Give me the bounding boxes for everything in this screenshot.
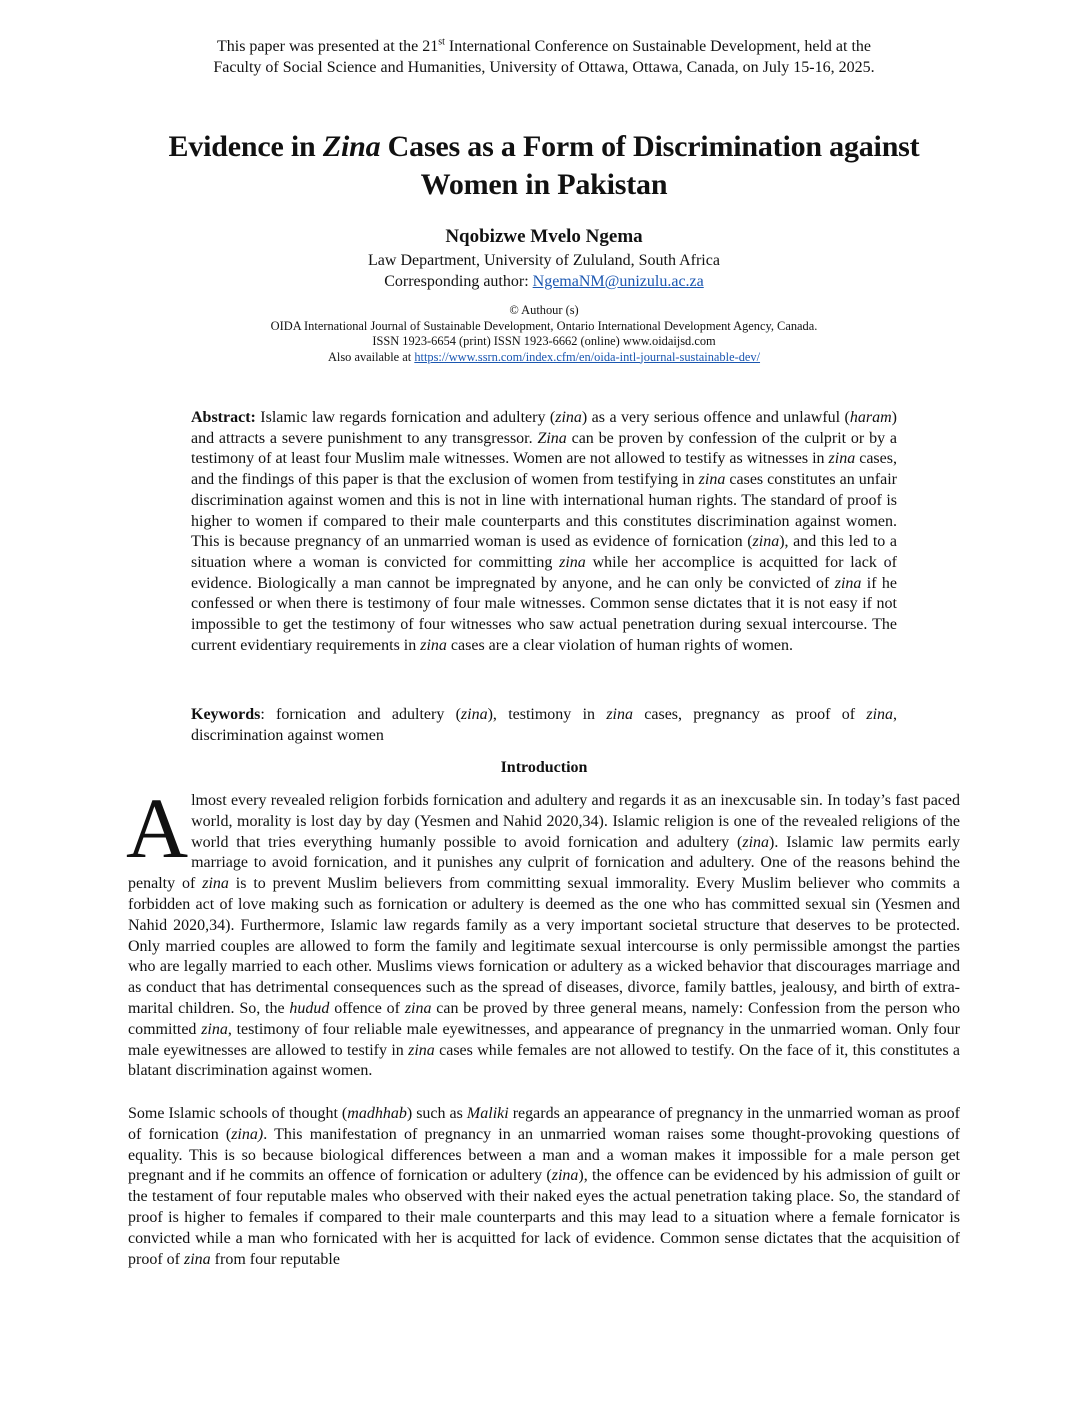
paragraph-italic: madhhab <box>347 1105 407 1122</box>
ordinal-suffix: st <box>438 36 445 48</box>
paragraph-text: cases while females are not allowed to testify. On the face of it, this constitutes a blatant discrimination against women. <box>128 1041 961 1080</box>
keywords-italic: zina <box>606 706 633 723</box>
abstract-text: while her accomplice is acquitted for lack of evidence. Biologically a man cannot be impregnated by anyone, and he can only be convicted of <box>191 553 897 592</box>
keywords <box>191 705 897 746</box>
abstract-italic: zina <box>555 409 582 426</box>
paragraph-text: regards an appearance of pregnancy in the unmarried woman as proof of fornication ( <box>128 1105 960 1143</box>
author-affiliation: Law Department, University of Zululand, South Africa <box>368 252 720 269</box>
paragraph-italic: zina <box>551 1167 579 1185</box>
copyright-line: © Authour (s) <box>509 303 579 317</box>
abstract-italic: haram <box>849 409 892 426</box>
drop-cap: A <box>126 780 189 876</box>
paragraph-italic: hudud <box>289 999 330 1017</box>
journal-name: OIDA International Journal of Sustainable Development, Ontario International Development Agency, Canada. <box>270 318 818 333</box>
paragraph-text: offence of <box>329 999 405 1017</box>
section-heading-introduction: Introduction <box>500 759 588 776</box>
abstract-text: if he confessed or when there is testimony of four male witnesses. Common sense dictates that it is not easy if not impossible to get the testimony of four witnesses who saw actual penetration during sexual intercourse. The current evidentiary requirements in <box>191 574 898 654</box>
introduction-paragraph-2 <box>128 1104 960 1270</box>
title-text: Evidence in <box>168 130 323 163</box>
keywords-italic: zina <box>460 706 488 723</box>
abstract-italic: Zina <box>537 429 567 447</box>
abstract-text: ) and attracts a severe punishment to any transgressor. <box>191 409 897 447</box>
author-email-link[interactable]: NgemaNM@unizulu.ac.za <box>532 273 704 290</box>
paragraph-text: is to prevent Muslim believers from committing sexual immorality. Every Muslim believer who commits a forbidden act of love making such as fornication or adultery is deemed as the one who has committed sexual sin (Yesmen and Nahid 2020,34). Furthermore, Islamic law regards family as a very important societal structure that deserves to be protected. Only married couples are allowed to form the family and legitimate sexual intercourse is only permissible amongst the parties who are legally married to each other. Muslims views fornication or adultery as a wicked behavior that discourages marriage and as conduct that has detrimental consequences such as the spread of diseases, divorce, family battles, jealousy, and birth of extra-marital children. So, the <box>128 875 961 1017</box>
abstract-text: Islamic law regards fornication and adultery ( <box>255 409 556 426</box>
abstract-text: cases, and the findings of this paper is that the exclusion of women from testifying in <box>191 450 897 489</box>
paragraph-text: . This manifestation of pregnancy in an unmarried woman raises some thought-provoking questions of equality. This is so because biological differences between a man and a woman makes it impossible for a male person get pregnant and if he commits an offence of fornication or adultery ( <box>128 1125 960 1185</box>
paper-title <box>100 128 988 204</box>
conference-note-text: This paper was presented at the 21 <box>216 38 439 55</box>
abstract-text: cases constitutes an unfair discrimination against women and this is not in line with international human rights. The standard of proof is higher to women if compared to their male counterparts and this constitutes discrimination against women. This is because pregnancy of an unmarried woman is used as evidence of fornication ( <box>191 471 898 551</box>
abstract-italic: zina <box>559 553 586 571</box>
paragraph-italic: zina <box>183 1250 211 1268</box>
corresponding-author <box>100 271 988 292</box>
abstract-italic: zina <box>698 471 726 489</box>
paragraph-text: ) such as <box>406 1105 467 1122</box>
ssrn-link[interactable]: https://www.ssrn.com/index.cfm/en/oida-intl-journal-sustainable-dev/ <box>414 349 761 364</box>
title-text: Cases as a Form of Discrimination against <box>380 130 920 163</box>
journal-info <box>100 303 988 365</box>
conference-note-text: Faculty of Social Science and Humanities, University of Ottawa, Ottawa, Canada, on July 15-16, 2025. <box>213 59 875 76</box>
abstract-text: can be proven by confession of the culprit or by a testimony of at least four Muslim male witnesses. Women are not allowed to testify as witnesses in <box>191 429 897 468</box>
conference-note <box>100 36 988 78</box>
paragraph-italic: zina) <box>231 1125 264 1143</box>
abstract <box>191 408 897 656</box>
also-available-line <box>100 350 988 366</box>
issn-line: ISSN 1923-6654 (print) ISSN 1923-6662 (online) www.oidaijsd.com <box>372 334 716 348</box>
introduction-paragraph-1 <box>126 780 961 1082</box>
paragraph-italic: zina <box>742 833 770 851</box>
abstract-text: ), and this led to a situation where a woman is convicted for committing <box>191 533 897 571</box>
conference-note-text: International Conference on Sustainable Development, held at the <box>444 38 871 55</box>
paragraph-text: from four reputable <box>210 1250 340 1268</box>
paragraph-text: Some Islamic schools of thought ( <box>128 1105 348 1122</box>
abstract-italic: zina <box>420 636 447 654</box>
abstract-italic: zina <box>834 574 862 592</box>
paragraph-text: ), the offence can be evidenced by his admission of guilt or the testament of four reputable males who observed with their naked eyes the actual penetration taking place. So, the standard of proof is higher to females if compared to their male counterparts and this may lead to a situation where a female fornicator is convicted while a man who fornicated with her is acquitted for lack of evidence. Common sense dictates that the acquisition of proof of <box>128 1167 960 1268</box>
keywords-text: : fornication and adultery ( <box>260 706 461 723</box>
title-italic: Zina <box>322 130 381 163</box>
paragraph-text: lmost every revealed religion forbids fornication and adultery and regards it as an inexcusable sin. In today’s fast paced world, morality is lost day by day (Yesmen and Nahid 2020,34). Islamic religion is one of the revealed religions of the world that tries everything humanly possible to avoid fornication and adultery ( <box>191 792 960 851</box>
author-block <box>100 225 988 292</box>
abstract-italic: zina <box>828 450 856 468</box>
corresponding-label: Corresponding author: <box>384 273 533 290</box>
author-name: Nqobizwe Mvelo Ngema <box>445 226 643 247</box>
abstract-italic: zina <box>752 533 780 551</box>
paragraph-italic: Maliki <box>466 1105 509 1122</box>
paragraph-italic: zina <box>201 1020 228 1038</box>
paragraph-italic: zina <box>408 1041 435 1059</box>
paragraph-italic: zina <box>404 999 432 1017</box>
keywords-text: cases, pregnancy as proof of <box>632 706 867 723</box>
paragraph-text: , testimony of four reliable male eyewitnesses, and appearance of pregnancy in the unmarried woman. Only four male eyewitnesses are allowed to testify in <box>128 1020 961 1059</box>
keywords-text: , discrimination against women <box>191 706 898 744</box>
abstract-label: Abstract: <box>191 409 256 426</box>
abstract-text: ) as a very serious offence and unlawful ( <box>581 409 850 426</box>
keywords-italic: zina <box>866 706 894 723</box>
keywords-label: Keywords <box>191 706 261 723</box>
paragraph-text: ). Islamic law permits early marriage to avoid fornication, and it punishes any culprit of fornication and adultery. One of the reasons behind the penalty of <box>128 833 960 893</box>
paragraph-italic: zina <box>202 875 229 893</box>
also-available-label: Also available at <box>327 349 415 364</box>
title-text: Women in Pakistan <box>420 168 668 201</box>
paragraph-text: can be proved by three general means, namely: Confession from the person who committed <box>128 999 961 1038</box>
abstract-text: cases are a clear violation of human rights of women. <box>446 636 794 654</box>
keywords-text: ), testimony in <box>487 706 607 723</box>
